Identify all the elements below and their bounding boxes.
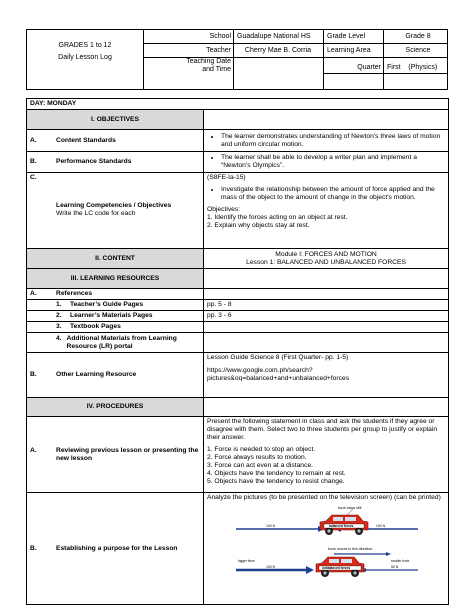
school-value: Guadalupe National HS <box>237 33 311 40</box>
tg-pages-label: 1. Teacher’s Guide Pages <box>27 300 204 311</box>
review-item-5: 5. Objects have the tendency to resist change. <box>207 478 345 486</box>
review-item-3: 3. Force can act even at a distance. <box>207 462 313 470</box>
fig1-label: balanced forces <box>329 524 354 529</box>
fig1-caption: truck stays still <box>338 506 362 511</box>
fig1-right-force: 100 N <box>376 524 386 529</box>
performance-standards-text: • The learner shall be able to develop a writer plan and implement a “Newton’s Olympics”. <box>221 154 445 170</box>
resource-link-1: https://www.google.com.ph/search? <box>207 367 313 375</box>
title-line1: GRADES 1 to 12 <box>58 41 112 49</box>
objective-2: 2. Explain why objects stay at rest. <box>207 222 310 230</box>
review-item-4: 4. Objects have the tendency to remain at rest. <box>207 470 346 478</box>
performance-standards-label: Performance Standards <box>56 158 132 166</box>
objective-1: 1. Identify the forces acting on an object at rest. <box>207 214 348 222</box>
forces-figure <box>226 502 426 584</box>
teacher-label: Teacher <box>206 46 231 54</box>
competencies-label: Learning Competencies / Objectives <box>56 202 172 210</box>
area-label: Learning Area <box>327 46 371 54</box>
fig2-left-force: 100 N <box>266 565 276 570</box>
textbook-pages-value <box>204 322 449 333</box>
area-value: Science <box>405 46 431 54</box>
unbalanced-forces-figure <box>236 547 418 577</box>
fig2-caption: truck moves in this direction <box>328 547 373 552</box>
content-standards-text: • The learner demonstrates understanding of Newton’s three laws of motion and uniform circular motion. <box>221 133 445 149</box>
competencies-sub: Write the LC code for each <box>56 210 136 218</box>
competency-bullet: • Investigate the relationship between the amount of force applied and the mass of the object to the amount of change in the object’s motion. <box>221 186 445 202</box>
quarter-label: Quarter <box>357 63 381 71</box>
review-item-2: 2. Force always results to motion. <box>207 454 307 462</box>
tg-pages-value: pp. 5 - 8 <box>204 300 449 311</box>
reviewing-label: Reviewing previous lesson or presenting the new lesson <box>56 446 199 462</box>
other-resource-label: Other Learning Resource <box>56 371 137 379</box>
references-label: References <box>56 290 93 298</box>
module-title: Module I: FORCES AND MOTION <box>275 250 377 258</box>
lr-portal-label: 4. Additional Materials from Learning Resource (LR) portal <box>27 333 204 353</box>
lc-code: (S8FE-Ia-15) <box>207 174 246 182</box>
review-intro: Present the following statement in class and ask the students if they agree or disagree with them. Select two to three students per group to justify or explain their answer. <box>207 418 438 442</box>
procedures-heading: IV. PROCEDURES <box>27 398 204 417</box>
lesson-title: Lesson 1: BALANCED AND UNBALANCED FORCES <box>246 258 406 266</box>
review-item-1: 1. Force is needed to stop an object. <box>207 446 316 454</box>
purpose-text: Analyze the pictures (to be presented on the television screen) (can be printed) <box>207 494 441 502</box>
fig1-left-force: 100 N <box>266 524 276 529</box>
textbook-pages-label: 3. Textbook Pages <box>27 322 204 333</box>
lesson-table: DAY: MONDAY I. OBJECTIVES A. Content Standards • The learner demonstrates understanding of Newton’s three laws of motion and uniform circular motion. B. Performance Standards • The learner shall be able to develop a writer plan and implement a “Newton’s Olympics”. C. Learning Competencies / Objectives Write the LC code for each (S8FE-Ia-15) • Investigate the relationship between the amount of force applied and the mass of the object to the amount of change in the object’s motion. Objectives: 1. Identify the forces acting on an object at rest. 2. Explain why objects stay at rest. II. CONTENT Module I: FORCES AND MOTION Lesson 1: BALANCED AND UNBALANCED FORCES III. LEARNING RESOURCES A. References 1. Teacher’s Guide Pages pp. 5 - 8 2. Learner’s Materials Pages pp. 3 - 6 3. Textbook Pages 4. Additional Materials from Learning Resource (LR) portal B. Other Learning Resource Lesson Guide Science 8 (First Quarter- pp. 1-5) https://www.google.com.ph/search? pictures&oq=balanced+and+unbalanced+forces IV. PROCEDURES A. Reviewing previous lesson or presenting the new lesson Present the following statement in class and ask the students if they agree or disagree with them. Select two to three students per group to justify or explain their answer. 1. Force is needed to stop an object. 2. Force always results to motion. 3. Force can act even at a distance. 4. Objects have the tendency to remain at rest. 5. Objects have the tendency to resist change. B. Establishing a purpose for the Lesson Analyze the pictures (to be presented on the television screen) (can be printed) truck stays still 100 N 100 N balanced forces truck moves in this direction bigger force 100 N smaller force 50 N unbalanced forces <box>26 98 449 605</box>
grade-value: Grade 8 <box>405 33 431 40</box>
fig2-right-force: 50 N <box>391 565 399 570</box>
lesson-guide-ref: Lesson Guide Science 8 (First Quarter- pp. 1-5) <box>207 354 349 362</box>
content-heading: II. CONTENT <box>27 249 204 269</box>
purpose-label: Establishing a purpose for the Lesson <box>56 544 178 552</box>
school-label: School <box>209 33 231 40</box>
title-line2: Daily Lesson Log <box>58 53 112 61</box>
content-standards-label: Content Standards <box>56 136 116 144</box>
fig2-label: unbalanced forces <box>322 566 351 571</box>
header-table <box>26 29 448 90</box>
resource-link-2: pictures&oq=balanced+and+unbalanced+forces <box>207 375 350 383</box>
objectives-heading-text: Objectives: <box>207 206 241 214</box>
quarter-value: First (Physics) <box>387 63 438 71</box>
fig2-bigger-label: bigger force <box>238 559 255 564</box>
lm-pages-label: 2. Learner’s Materials Pages <box>27 311 204 322</box>
lr-portal-value <box>204 333 449 353</box>
grade-label: Grade Level <box>327 33 366 40</box>
lm-pages-value: pp. 3 - 6 <box>204 311 449 322</box>
day-label: DAY: MONDAY <box>27 99 449 110</box>
teacher-value: Cherry Mae B. Corria <box>244 46 312 54</box>
objectives-heading: I. OBJECTIVES <box>27 110 204 130</box>
balanced-forces-figure <box>236 506 418 535</box>
lesson-log-page <box>26 29 448 605</box>
date-label: Teaching Date and Time <box>186 58 231 73</box>
fig2-smaller-label: smaller force <box>391 559 410 564</box>
resources-heading: III. LEARNING RESOURCES <box>27 269 204 289</box>
